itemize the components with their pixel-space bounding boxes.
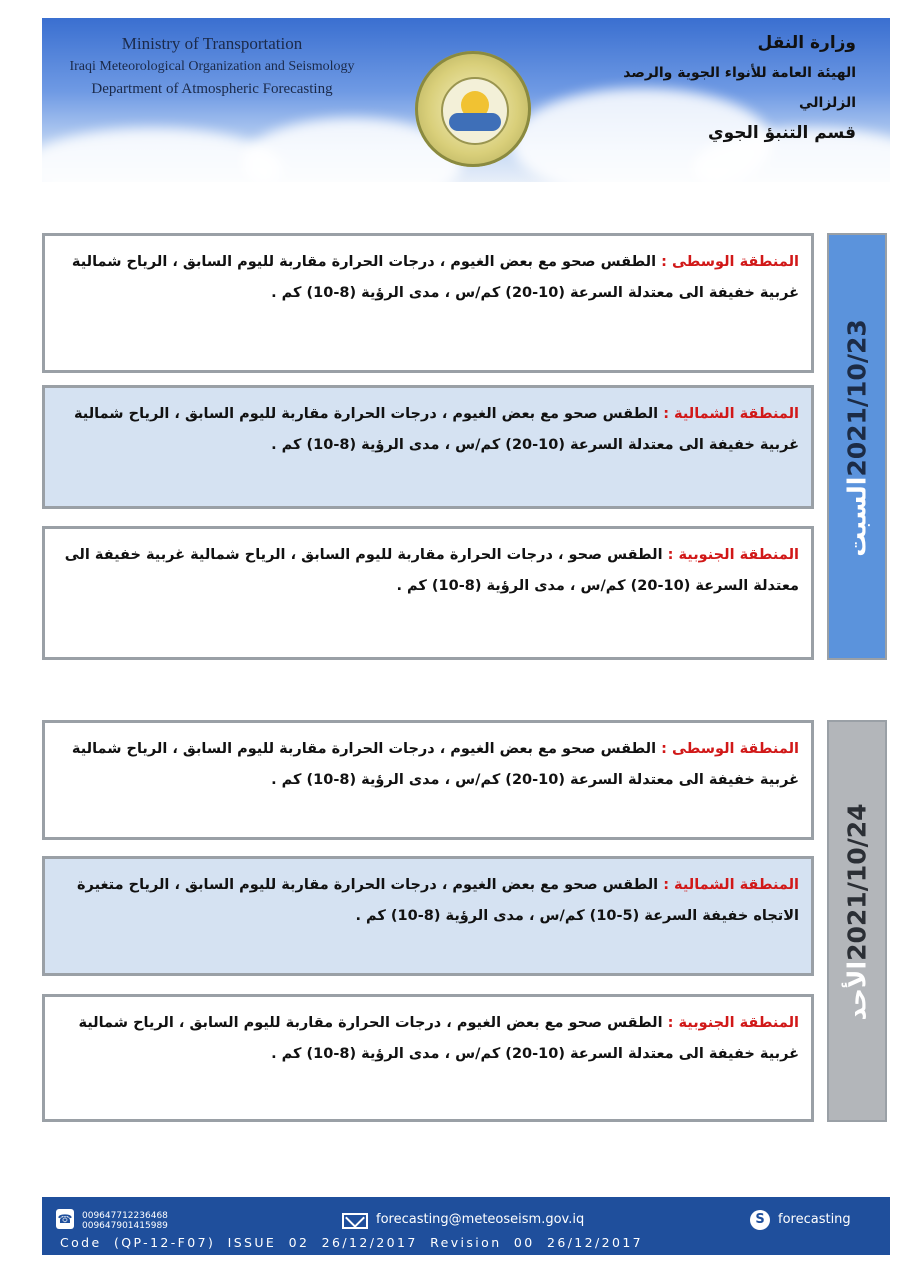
- forecast-box-central: [42, 233, 814, 373]
- phone-numbers: [82, 1211, 168, 1231]
- day-side-label: [827, 233, 887, 660]
- ministry-name-en: Ministry of Transportation: [121, 34, 303, 53]
- region-label: المنطقة الجنوبية :: [667, 1015, 799, 1031]
- organization-name-ar: الهيئة العامة للأنواء الجوية والرصد الزلزالي: [623, 65, 856, 111]
- date-label: 2021/10/24: [842, 803, 872, 961]
- region-label: المنطقة الشمالية :: [663, 406, 799, 422]
- skype-handle[interactable]: forecasting: [778, 1212, 851, 1227]
- region-label: المنطقة الوسطى :: [661, 741, 799, 757]
- department-name-en: Department of Atmospheric Forecasting: [91, 81, 333, 97]
- skype-icon: S: [750, 1210, 770, 1230]
- envelope-icon: [342, 1213, 368, 1229]
- forecast-text: الطقس صحو مع بعض الغيوم ، درجات الحرارة مقاربة لليوم السابق ، الرياح شمالية غربية خفيفة الى معتدلة السرعة (10-20) كم/س ، مدى الرؤية (8-10) كم .: [71, 254, 799, 301]
- forecast-text: الطقس صحو مع بعض الغيوم ، درجات الحرارة مقاربة لليوم السابق ، الرياح شمالية غربية خفيفة الى معتدلة السرعة (10-20) كم/س ، مدى الرؤية (8-10) كم .: [78, 1015, 799, 1062]
- header-banner: [42, 18, 890, 182]
- forecast-box-south: [42, 994, 814, 1122]
- department-name-ar: قسم التنبؤ الجوي: [708, 123, 856, 143]
- forecast-text: الطقس صحو مع بعض الغيوم ، درجات الحرارة مقاربة لليوم السابق ، الرياح شمالية غربية خفيفة الى معتدلة السرعة (10-20) كم/س ، مدى الرؤية (8-10) كم .: [71, 741, 799, 788]
- seal-emblem: [441, 77, 509, 145]
- forecast-box-north: [42, 856, 814, 976]
- forecast-box-north: [42, 385, 814, 509]
- forecast-text: الطقس صحو ، درجات الحرارة مقاربة لليوم السابق ، الرياح شمالية غربية خفيفة الى معتدلة السرعة (10-20) كم/س ، مدى الرؤية (8-10) كم .: [64, 547, 799, 594]
- phone-icon: ☎: [56, 1209, 74, 1229]
- forecast-text: الطقس صحو مع بعض الغيوم ، درجات الحرارة مقاربة لليوم السابق ، الرياح شمالية غربية خفيفة الى معتدلة السرعة (10-20) كم/س ، مدى الرؤية (8-10) كم .: [73, 406, 799, 453]
- day-side-text: [843, 803, 872, 1038]
- date-label: 2021/10/23: [842, 318, 872, 477]
- phone-number-2: 009647901415989: [82, 1221, 168, 1231]
- phone-number-1: 009647712236468: [82, 1211, 168, 1221]
- forecast-box-south: [42, 526, 814, 660]
- footer-bar: [42, 1197, 890, 1255]
- forecast-box-central: [42, 720, 814, 840]
- region-label: المنطقة الجنوبية :: [667, 547, 799, 563]
- day-name-label: الأحد: [842, 960, 872, 1021]
- region-label: المنطقة الشمالية :: [663, 877, 799, 893]
- document-code-line: Code (QP-12-F07) ISSUE 02 26/12/2017 Revision 00 26/12/2017: [60, 1235, 644, 1250]
- day-name-label: السبت: [842, 476, 872, 557]
- english-header: [52, 32, 372, 101]
- day-side-text: [843, 319, 872, 575]
- organization-name-en: Iraqi Meteorological Organization and Seismology: [69, 59, 355, 74]
- region-label: المنطقة الوسطى :: [661, 254, 799, 270]
- day-side-label: [827, 720, 887, 1122]
- forecast-text: الطقس صحو مع بعض الغيوم ، درجات الحرارة مقاربة لليوم السابق ، الرياح متغيرة الاتجاه خفيفة السرعة (5-10) كم/س ، مدى الرؤية (8-10) كم .: [77, 877, 799, 924]
- arabic-header: [566, 28, 856, 148]
- cloud-icon: [449, 113, 501, 131]
- organization-seal: [415, 51, 531, 167]
- email-address[interactable]: forecasting@meteoseism.gov.iq: [376, 1212, 585, 1227]
- ministry-name-ar: وزارة النقل: [757, 33, 856, 53]
